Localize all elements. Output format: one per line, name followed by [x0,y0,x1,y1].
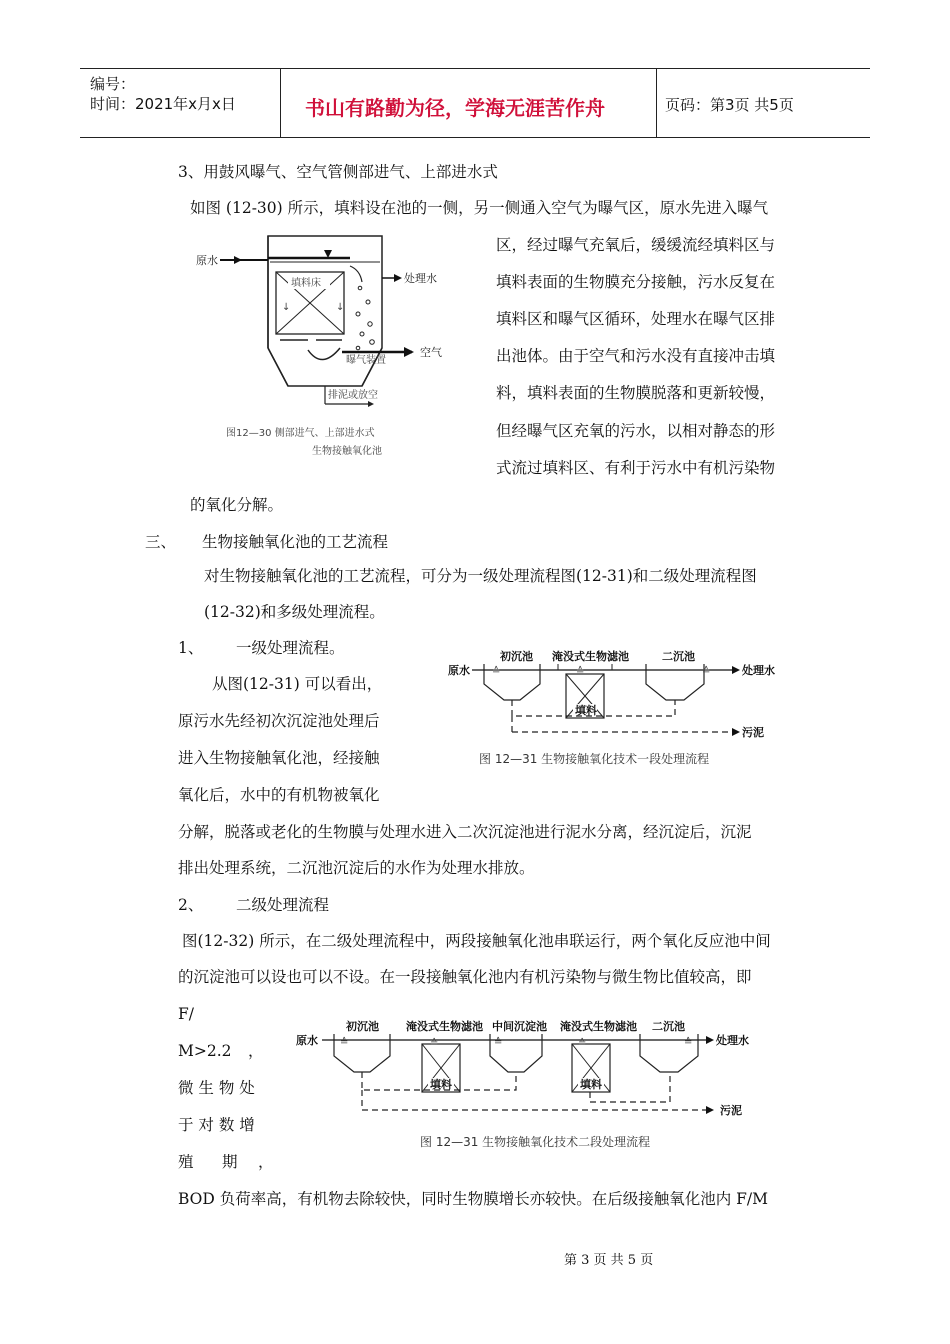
paragraph-line: 式流过填料区、有利于污水中有机污染物 [496,459,776,477]
item-text: 二级处理流程 [236,896,330,914]
figure-caption: 图12—30 侧部进气、上部进水式 [226,428,375,439]
heading-text: 生物接触氧化池的工艺流程 [202,533,389,551]
svg-text:≙: ≙ [576,666,585,677]
paragraph-line: (12-32)和多级处理流程。 [204,603,385,621]
paragraph-line: 分解，脱落或老化的生物膜与处理水进入二次沉淀池进行泥水分离，经沉淀后，沉泥 [178,823,752,841]
svg-text:↓: ↓ [282,302,291,313]
label-primary: 初沉池 [346,1020,379,1033]
page-label: 页码：第3页 共5页 [665,96,794,114]
label-packing2: 填料 [580,1078,602,1091]
paragraph-line: 但经曝气区充氧的污水，以相对静态的形 [496,422,776,440]
paragraph-line: 微 生 物 处 [178,1079,255,1097]
paragraph-line: 进入生物接触氧化池，经接触 [178,749,380,767]
paragraph-line: 图(12-32) 所示，在二级处理流程中，两段接触氧化池串联运行，两个氧化反应池中间 [182,932,771,950]
svg-text:≙: ≙ [684,1037,693,1048]
section-title: 3、用鼓风曝气、空气管侧部进气、上部进水式 [178,163,498,181]
label-sludge: 污泥 [720,1104,742,1117]
label-air: 空气 [420,346,442,359]
label-raw-water: 原水 [448,664,470,677]
svg-text:↓: ↓ [336,302,345,313]
paragraph-line: M>2.2 [178,1042,232,1060]
paragraph-line: 出池体。由于空气和污水没有直接冲击填 [496,347,776,365]
paragraph-line: ， [258,1153,274,1171]
paragraph-line: 如图 (12-30) 所示，填料设在池的一侧，另一侧通入空气为曝气区，原水先进入曝气 [190,199,769,217]
svg-text:≙: ≙ [702,666,711,677]
label-treated: 处理水 [716,1034,749,1047]
paragraph-line: 填料区和曝气区循环，处理水在曝气区排 [496,310,776,328]
date-label: 时间：2021年x月x日 [90,95,236,113]
item-number: 1、 [178,639,204,657]
paragraph-line: 区，经过曝气充氧后，缓缓流经填料区与 [496,236,776,254]
item-number: 2、 [178,896,204,914]
label-sludge: 污泥 [742,726,764,739]
svg-text:≙: ≙ [492,666,501,677]
label-sludge: 排泥或放空 [328,390,378,401]
paragraph-line: 排出处理系统，二沉池沉淀后的水作为处理水排放。 [178,859,535,877]
paragraph-line: BOD 负荷率高，有机物去除较快，同时生物膜增长亦较快。在后级接触氧化池内 F/M [178,1190,769,1208]
paragraph-line: 的氧化分解。 [190,496,284,514]
label-aerator: 曝气装置 [346,355,386,366]
paragraph-line: 期 [222,1153,238,1171]
label-filter1: 淹没式生物滤池 [406,1020,483,1033]
svg-text:≙: ≙ [340,1037,349,1048]
paragraph-line: 从图(12-31) 可以看出， [212,675,383,693]
figure-12-30 [190,230,480,465]
label-primary: 初沉池 [500,650,533,663]
figure-caption: 图 12—31 生物接触氧化技术一段处理流程 [479,752,710,766]
label-middle: 中间沉淀池 [492,1020,547,1033]
header-motto-cell [281,69,657,137]
code-label: 编号： [90,75,136,93]
paragraph-line: 于 对 数 增 [178,1116,255,1134]
paragraph-line: 填料表面的生物膜充分接触，污水反复在 [496,273,776,291]
motto: 书山有路勤为径，学海无涯苦作舟 [305,96,605,120]
figure-caption: 生物接触氧化池 [312,446,382,457]
heading-number: 三、 [145,533,177,551]
label-raw-water: 原水 [296,1034,318,1047]
paragraph-line: 氧化后，水中的有机物被氧化 [178,786,380,804]
label-treated-water: 处理水 [404,272,437,285]
label-secondary: 二沉池 [662,650,695,663]
figure-caption: 图 12—31 生物接触氧化技术二段处理流程 [420,1135,651,1149]
paragraph-line: 殖 [178,1153,194,1171]
label-raw-water: 原水 [196,254,218,267]
label-secondary: 二沉池 [652,1020,685,1033]
item-text: 一级处理流程。 [236,639,345,657]
label-filter2: 淹没式生物滤池 [560,1020,637,1033]
label-packing-bed: 填料床 [291,278,321,289]
paragraph-line: ， [248,1042,264,1060]
paragraph-line: 料，填料表面的生物膜脱落和更新较慢， [496,384,776,402]
header-meta-cell [80,69,281,137]
figure-12-31 [440,640,785,740]
figure-12-32 [290,1010,780,1120]
page-footer: 第 3 页 共 5 页 [564,1253,654,1268]
svg-text:≙: ≙ [430,1038,439,1049]
label-packing1: 填料 [430,1078,452,1091]
paragraph-line: F/ [178,1005,194,1023]
label-filter: 淹没式生物滤池 [552,650,629,663]
label-packing: 填料 [575,704,597,717]
label-treated: 处理水 [742,664,775,677]
paragraph-line: 对生物接触氧化池的工艺流程，可分为一级处理流程图(12-31)和二级处理流程图 [204,567,757,585]
paragraph-line: 的沉淀池可以设也可以不设。在一段接触氧化池内有机污染物与微生物比值较高，即 [178,968,752,986]
header-page-cell [657,69,870,137]
svg-text:≙: ≙ [494,1037,503,1048]
paragraph-line: 原污水先经初次沉淀池处理后 [178,712,380,730]
svg-text:≙: ≙ [578,1038,587,1049]
page-header [80,68,870,138]
